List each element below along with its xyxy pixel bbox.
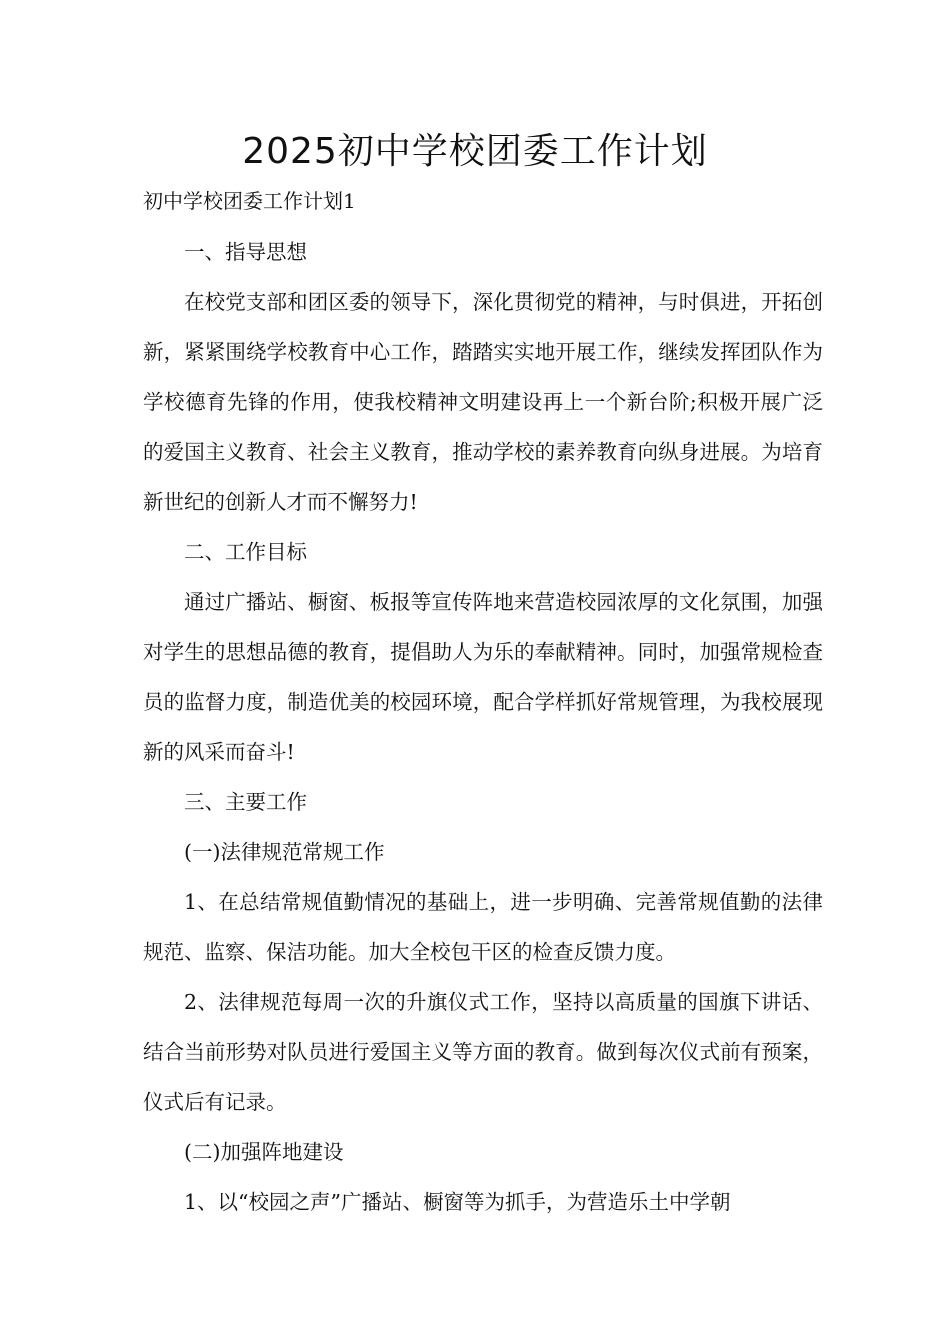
paragraph-work-goals: 通过广播站、橱窗、板报等宣传阵地来营造校园浓厚的文化氛围，加强对学生的思想品德的教育，提倡助人为乐的奉献精神。同时，加强常规检查员的监督力度，制造优美的校园环境，配合学样抓好常规管理，为我校展现新的风采而奋斗! — [143, 590, 823, 764]
section-heading-work-goals: 二、工作目标 — [184, 540, 307, 564]
section-heading-main-work: 三、主要工作 — [184, 790, 307, 814]
list-item-2: 2、法律规范每周一次的升旗仪式工作，坚持以高质量的国旗下讲话、结合当前形势对队员进行爱国主义等方面的教育。做到每次仪式前有预案，仪式后有记录。 — [143, 990, 823, 1114]
section-heading-guiding-ideology: 一、指导思想 — [184, 240, 307, 264]
list-item-3: 1、以“校园之声”广播站、橱窗等为抓手，为营造乐土中学朝 — [184, 1190, 731, 1214]
document-body — [143, 227, 823, 1227]
document-title: 2025初中学校团委工作计划 — [242, 131, 708, 172]
document-subtitle: 初中学校团委工作计划1 — [143, 189, 356, 213]
subsection-heading-position-building: (二)加强阵地建设 — [184, 1140, 344, 1164]
subsection-heading-regular-work: (一)法律规范常规工作 — [184, 840, 385, 864]
list-item-1: 1、在总结常规值勤情况的基础上，进一步明确、完善常规值勤的法律规范、监察、保洁功能。加大全校包干区的检查反馈力度。 — [143, 890, 823, 964]
paragraph-guiding-ideology: 在校党支部和团区委的领导下，深化贯彻党的精神，与时俱进，开拓创新，紧紧围绕学校教育中心工作，踏踏实实地开展工作，继续发挥团队作为学校德育先锋的作用，使我校精神文明建设再上一个新台阶;积极开展广泛的爱国主义教育、社会主义教育，推动学校的素养教育向纵身进展。为培育新世纪的创新人才而不懈努力! — [143, 290, 823, 514]
